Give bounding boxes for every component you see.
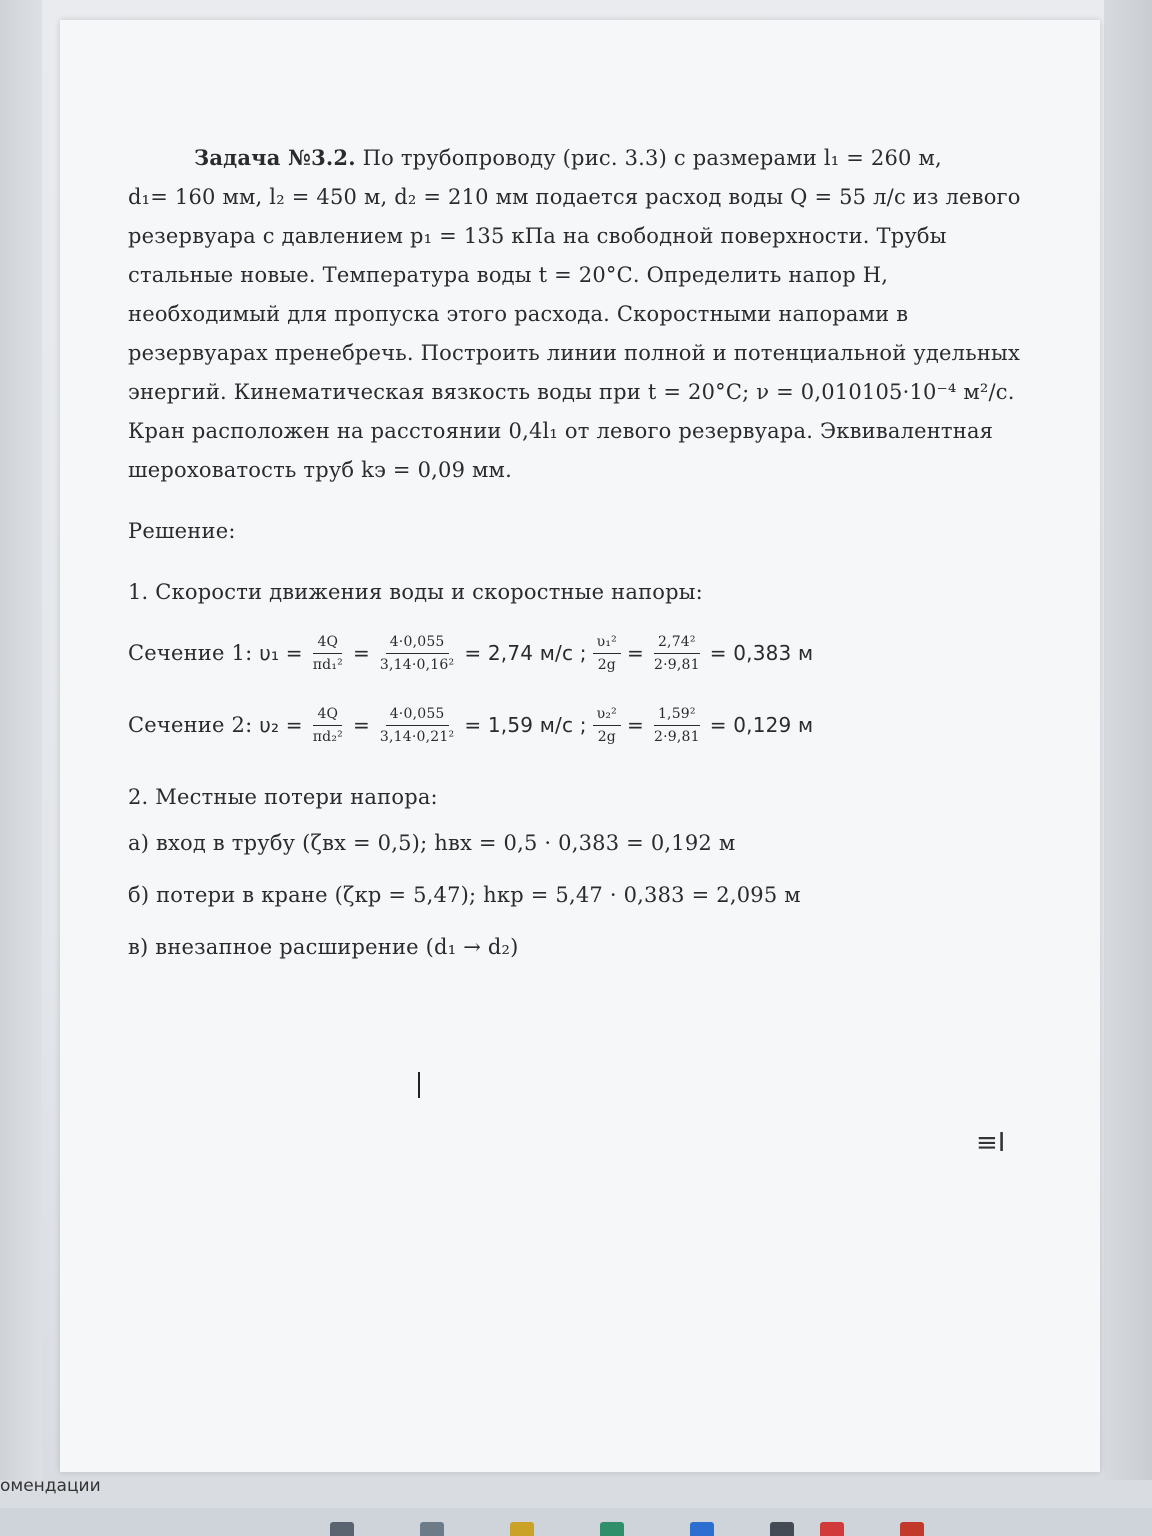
solution-heading: Решение: <box>128 519 236 543</box>
fraction: $\frac{4\cdot 0,055}{\text{3,14·0,16²}}$ <box>379 633 455 673</box>
equation-section-1: Сечение 1: υ₁ = $\frac{4Q}{\text{πd₁²}}$ = $\frac{4\cdot 0,055}{\text{3,14·0,16²}}$ = 2,74 м/с ; $\frac{\text{υ₁²}}{2g}$ = $\frac{\text{2,74²}}{2\cdot 9,81}$ = 0,383 м <box>128 633 814 673</box>
taskbar-app-icon[interactable] <box>770 1522 794 1536</box>
problem-line: резервуарах пренебречь. Построить линии полной и потенциальной удельных <box>128 341 1020 365</box>
problem-line: необходимый для пропуска этого расхода. Скоростными напорами в <box>128 302 909 326</box>
problem-line: d₁= 160 мм, l₂ = 450 м, d₂ = 210 мм подается расход воды Q = 55 л/с из левого <box>128 185 1021 209</box>
fraction: $\frac{4\cdot 0,055}{\text{3,14·0,21²}}$ <box>379 705 455 745</box>
taskbar-app-icon[interactable] <box>900 1522 924 1536</box>
velocity-var: υ₂ = <box>259 712 303 737</box>
document-text[interactable] <box>128 138 1090 973</box>
problem-title: Задача №3.2. <box>194 145 356 170</box>
taskbar-app-icon[interactable] <box>330 1522 354 1536</box>
left-margin-area <box>0 0 42 1480</box>
text-cursor <box>418 1072 420 1098</box>
loss-item: а) вход в трубу (ζвх = 0,5); hвх = 0,5 · 0,383 = 0,192 м <box>128 830 736 855</box>
problem-line: резервуара с давлением p₁ = 135 кПа на свободной поверхности. Трубы <box>128 224 947 248</box>
taskbar-app-icon[interactable] <box>510 1522 534 1536</box>
velocity-result: = 2,74 м/с ; <box>464 640 587 665</box>
fraction: $\frac{4Q}{\text{πd₂²}}$ <box>312 705 343 745</box>
problem-line: энергий. Кинематическая вязкость воды при t = 20°С; ν = 0,010105·10⁻⁴ м²/с. <box>128 380 1015 404</box>
taskbar <box>0 1508 1152 1536</box>
velocity-var: υ₁ = <box>259 640 303 665</box>
problem-line: Кран расположен на расстоянии 0,4l₁ от левого резервуара. Эквивалентная <box>128 419 994 443</box>
problem-line: шероховатость труб kэ = 0,09 мм. <box>128 458 512 482</box>
fraction: $\frac{\text{υ₁²}}{2g}$ <box>593 633 621 674</box>
velocity-result: = 1,59 м/с ; <box>464 712 587 737</box>
problem-line: стальные новые. Температура воды t = 20°С. Определить напор H, <box>128 263 889 287</box>
taskbar-app-icon[interactable] <box>690 1522 714 1536</box>
problem-statement <box>128 138 1090 490</box>
fraction: $\frac{4Q}{\text{πd₁²}}$ <box>312 633 343 673</box>
step-velocities: 1. Скорости движения воды и скоростные напоры: <box>128 580 703 604</box>
loss-item: в) внезапное расширение (d₁ → d₂) <box>128 934 519 959</box>
taskbar-app-icon[interactable] <box>820 1522 844 1536</box>
step-local-losses: 2. Местные потери напора: <box>128 785 438 809</box>
fraction: $\frac{\text{υ₂²}}{2g}$ <box>593 705 621 746</box>
head-result: = 0,383 м <box>709 640 814 665</box>
right-scroll-area[interactable] <box>1104 0 1152 1480</box>
recommendations-label[interactable]: омендации <box>0 1476 101 1496</box>
taskbar-app-icon[interactable] <box>600 1522 624 1536</box>
fraction: $\frac{\text{2,74²}}{2\cdot 9,81}$ <box>653 633 700 673</box>
equation-section-2: Сечение 2: υ₂ = $\frac{4Q}{\text{πd₂²}}$ = $\frac{4\cdot 0,055}{\text{3,14·0,21²}}$ = 1,59 м/с ; $\frac{\text{υ₂²}}{2g}$ = $\frac{\text{1,59²}}{2\cdot 9,81}$ = 0,129 м <box>128 705 814 745</box>
fraction: $\frac{\text{1,59²}}{2\cdot 9,81}$ <box>653 705 700 745</box>
section-label: Сечение 2: <box>128 712 253 737</box>
head-result: = 0,129 м <box>709 712 814 737</box>
taskbar-app-icon[interactable] <box>420 1522 444 1536</box>
loss-item: б) потери в кране (ζкр = 5,47); hкр = 5,47 · 0,383 = 2,095 м <box>128 882 801 907</box>
problem-line: По трубопроводу (рис. 3.3) с размерами l₁ = 260 м, <box>362 146 942 170</box>
section-label: Сечение 1: <box>128 640 253 665</box>
ibeam-cursor-icon: ≡I <box>976 1128 1006 1158</box>
